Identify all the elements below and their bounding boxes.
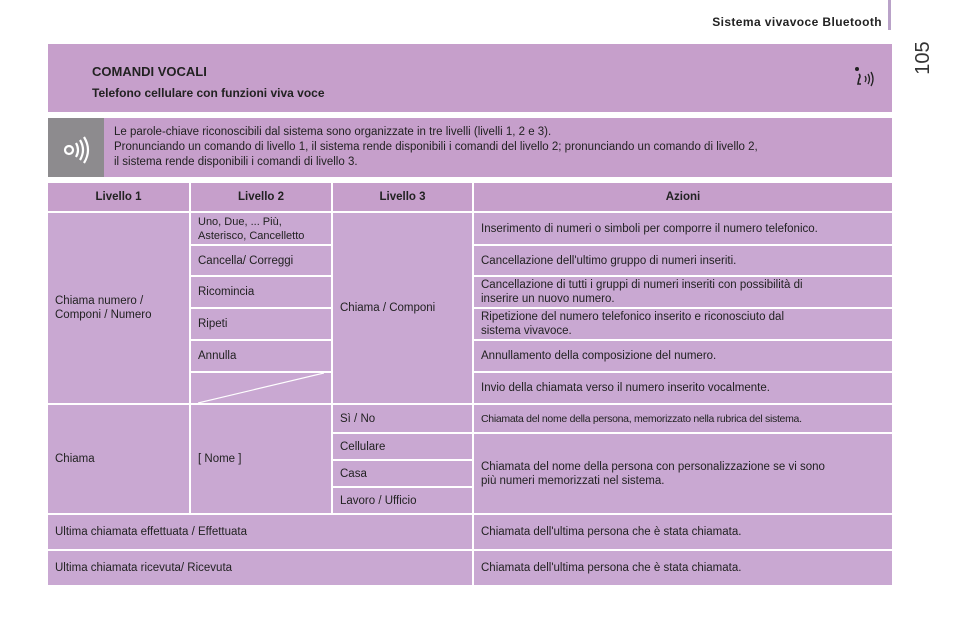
action-line: Ripetizione del numero telefonico inserito e riconosciuto dal [481,311,785,323]
section-title: Sistema vivavoce Bluetooth [712,15,882,29]
command-cell: Ultima chiamata ricevuta/ Ricevuta [48,551,474,587]
action-line: Cancellazione di tutti i gruppi di numeri inseriti con possibilità di [481,279,803,291]
level1-line: Chiama numero / [55,295,144,307]
action-cell: Chiamata dell'ultima persona che è stata chiamata. [474,515,892,551]
action-cell [474,434,892,515]
level2-command [191,213,333,246]
action-cell [474,309,892,341]
action-cell: Cancellazione dell'ultimo gruppo di numeri inseriti. [474,246,892,277]
panel-subtitle: Telefono cellulare con funzioni viva voce [92,86,325,100]
table-row [48,551,892,587]
column-header-level-1: Livello 1 [48,183,191,213]
table-row [48,515,892,551]
action-cell: Chiamata dell'ultima persona che è stata chiamata. [474,551,892,587]
action-cell [474,277,892,309]
panel-title: COMANDI VOCALI [92,64,207,79]
level2-command: Cancella/ Correggi [191,246,333,277]
voice-command-icon [854,66,880,92]
action-cell: Annullamento della composizione del numero. [474,341,892,373]
action-line: sistema vivavoce. [481,325,572,337]
action-cell: Chiamata del nome della persona, memorizzato nella rubrica del sistema. [474,405,892,434]
speaker-sound-icon [48,118,104,177]
intro-text [114,125,884,170]
voice-commands-panel [48,44,892,112]
action-line: Chiamata del nome della persona con personalizzazione se vi sono [481,460,825,473]
level3-command: Sì / No [333,405,474,434]
action-cell: Invio della chiamata verso il numero inserito vocalmente. [474,373,892,405]
action-line: inserire un nuovo numero. [481,293,615,305]
level3-command: Casa [333,461,474,488]
level2-line: Uno, Due, ... Più, [198,215,282,228]
level3-command: Cellulare [333,434,474,461]
empty-level2-cell [191,373,333,405]
level1-command: Chiama [48,405,191,515]
page-number: 105 [912,41,934,75]
column-header-level-3: Livello 3 [333,183,474,213]
intro-line: Pronunciando un comando di livello 1, il sistema rende disponibili i comandi del livello 2; pronunciando un comando di livello 2, [114,141,758,153]
level2-command: Annulla [191,341,333,373]
intro-panel [48,118,892,177]
level3-command: Chiama / Componi [333,213,474,405]
voice-commands-table [48,183,892,587]
header-divider [888,0,891,30]
level1-command [48,213,191,405]
table-row [48,213,892,246]
level2-line: Asterisco, Cancelletto [198,229,305,242]
intro-line: il sistema rende disponibili i comandi di livello 3. [114,156,358,168]
intro-line: Le parole-chiave riconoscibili dal sistema sono organizzate in tre livelli (livelli 1, 2 e 3). [114,126,552,138]
diagonal-strike-mark [198,373,324,403]
column-header-actions: Azioni [474,183,892,213]
table-row [48,405,892,434]
level2-command: Ripeti [191,309,333,341]
intro-icon-box [48,118,104,177]
level2-command: Ricomincia [191,277,333,309]
action-line: più numeri memorizzati nel sistema. [481,474,665,487]
level1-line: Componi / Numero [55,309,152,321]
column-header-level-2: Livello 2 [191,183,333,213]
action-cell: Inserimento di numeri o simboli per comporre il numero telefonico. [474,213,892,246]
command-cell: Ultima chiamata effettuata / Effettuata [48,515,474,551]
level2-command: [ Nome ] [191,405,333,515]
table-header-row [48,183,892,213]
level3-command: Lavoro / Ufficio [333,488,474,515]
